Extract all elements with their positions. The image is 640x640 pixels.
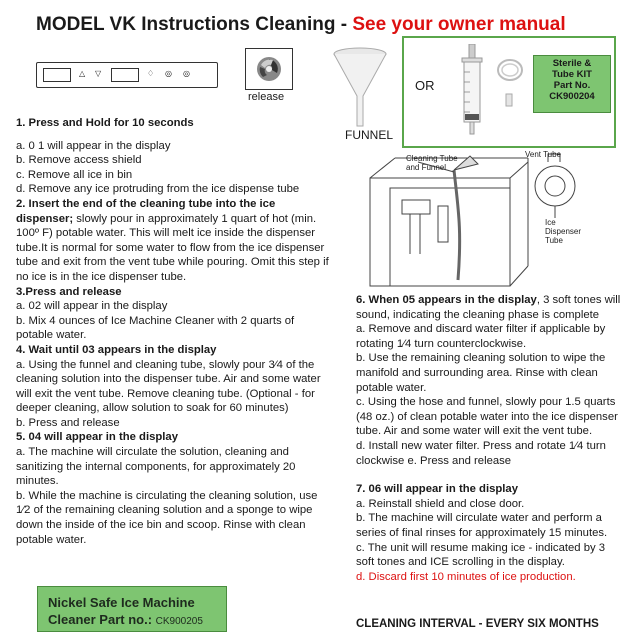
cleaner-part-badge	[37, 586, 227, 632]
clean-swirl-icon	[255, 55, 283, 83]
step-3b: b. Mix 4 ounces of Ice Machine Cleaner with 2 quarts of potable water.	[16, 314, 295, 342]
steps-right-column	[356, 293, 626, 584]
step-6	[356, 293, 626, 322]
step-4-heading: 4. Wait until 03 appears in the display	[16, 343, 217, 356]
cleaner-part-number: CK900205	[155, 616, 203, 627]
step-6d: d. Install new water filter. Press and rotate 1⁄4 turn clockwise e. Press and release	[356, 439, 606, 467]
up-arrow-icon: △	[79, 69, 86, 78]
step-4b: b. Press and release	[16, 416, 120, 429]
kit-line-2: Tube KIT	[552, 69, 592, 80]
step-4a: a. Using the funnel and cleaning tube, slowly pour 3⁄4 of the cleaning solution into the dispenser tube. Air and some water will exit the vent tube. Remove cleaning tube. (Optional - for deeper cleaning, allow solution to soak for 60 minutes)	[16, 358, 321, 415]
step-1d: d. Remove any ice protruding from the ice dispense tube	[16, 183, 300, 196]
step-1c: c. Remove all ice in bin	[16, 168, 133, 181]
panel-display-right	[111, 68, 139, 82]
title-main: MODEL VK Instructions Cleaning -	[36, 14, 348, 35]
step-1a: a. 0 1 will appear in the display	[16, 139, 171, 152]
step-6-heading: 6. When 05 appears in the display	[356, 294, 537, 306]
kit-line-4: CK900204	[549, 91, 595, 102]
step-7d: d. Discard first 10 minutes of ice production.	[356, 570, 576, 583]
title-owner-manual: See your owner manual	[352, 14, 566, 35]
cleaner-line-2-text: Cleaner Part no.:	[48, 612, 153, 627]
cleaning-tube-label: Cleaning Tube and Funnel	[406, 154, 458, 172]
step-1b: b. Remove access shield	[16, 154, 142, 167]
step-5a: a. The machine will circulate the solution, cleaning and sanitizing the internal components, for approximately 20 minutes.	[16, 446, 296, 488]
kit-line-3: Part No.	[553, 80, 591, 91]
power-icon: ◎	[165, 69, 172, 78]
funnel-label: FUNNEL	[345, 128, 394, 142]
step-1-heading: 1. Press and Hold for 10 seconds	[16, 117, 194, 129]
step-2	[16, 197, 334, 285]
funnel-icon	[330, 40, 390, 130]
step-7c: c. The unit will resume making ice - indicated by 3 soft tones and ICE scrolling in the display.	[356, 541, 606, 569]
panel-display-left	[43, 68, 71, 82]
step-2-body: slowly pour in approximately 1 quart of hot (min. 100º F) potable water. This will melt ice inside the dispenser tube.It is normal for some water to flow from the ice dispenser tube and exit from the vent tube while pouring. Omit this step if no ice is in the ice dispenser tube.	[16, 212, 329, 283]
step-7a: a. Reinstall shield and close door.	[356, 497, 525, 510]
cleaner-line-1: Nickel Safe Ice Machine	[48, 595, 195, 610]
cleaning-interval: CLEANING INTERVAL - EVERY SIX MONTHS	[356, 618, 599, 630]
or-label: OR	[415, 78, 435, 93]
step-7-heading: 7. 06 will appear in the display	[356, 483, 518, 496]
tube-coil-icon	[494, 52, 534, 112]
step-3-heading: 3.Press and release	[16, 285, 122, 298]
step-6b: b. Use the remaining cleaning solution to wipe the manifold and surrounding area. Rinse with clean potable water.	[356, 352, 606, 394]
syringe-icon	[458, 44, 486, 136]
clean-icon: ◎	[183, 69, 190, 78]
kit-part-badge	[533, 55, 611, 113]
step-7b: b. The machine will circulate water and perform a series of final rinses for approximately 15 minutes.	[356, 512, 608, 539]
steps-left-column	[16, 116, 334, 547]
machine-diagram	[350, 148, 620, 288]
kit-line-1: Sterile &	[552, 58, 592, 69]
step-3a: a. 02 will appear in the display	[16, 300, 168, 313]
drop-icon: ♢	[147, 69, 155, 78]
step-6a: a. Remove and discard water filter if applicable by rotating 1⁄4 turn counterclockwise.	[356, 323, 606, 350]
step-6-intro: , 3 soft tones will sound, indicating the cleaning phase is complete	[356, 294, 621, 321]
step-6c: c. Using the hose and funnel, slowly pour 1.5 quarts (48 oz.) of clean potable water into the ice dispenser tube. Air and some water will exit the vent tube.	[356, 396, 618, 438]
step-2-heading: 2. Insert the end of the cleaning tube into the ice dispenser;	[16, 197, 276, 225]
step-5b: b. While the machine is circulating the cleaning solution, use 1⁄2 of the remaining cleaning solution and a sponge to wipe down the inside of the ice bin and scoop. Rinse with clean potable water.	[16, 489, 318, 546]
vent-tube-label: Vent Tube	[525, 150, 562, 159]
release-label: release	[248, 91, 285, 103]
page-title	[36, 14, 566, 36]
cleaner-line-2	[48, 611, 226, 630]
down-arrow-icon: ▽	[95, 69, 102, 78]
step-5-heading: 5. 04 will appear in the display	[16, 431, 178, 444]
control-panel	[36, 62, 218, 88]
ice-dispenser-tube-label: Ice Dispenser Tube	[545, 218, 582, 245]
release-button	[245, 48, 293, 90]
